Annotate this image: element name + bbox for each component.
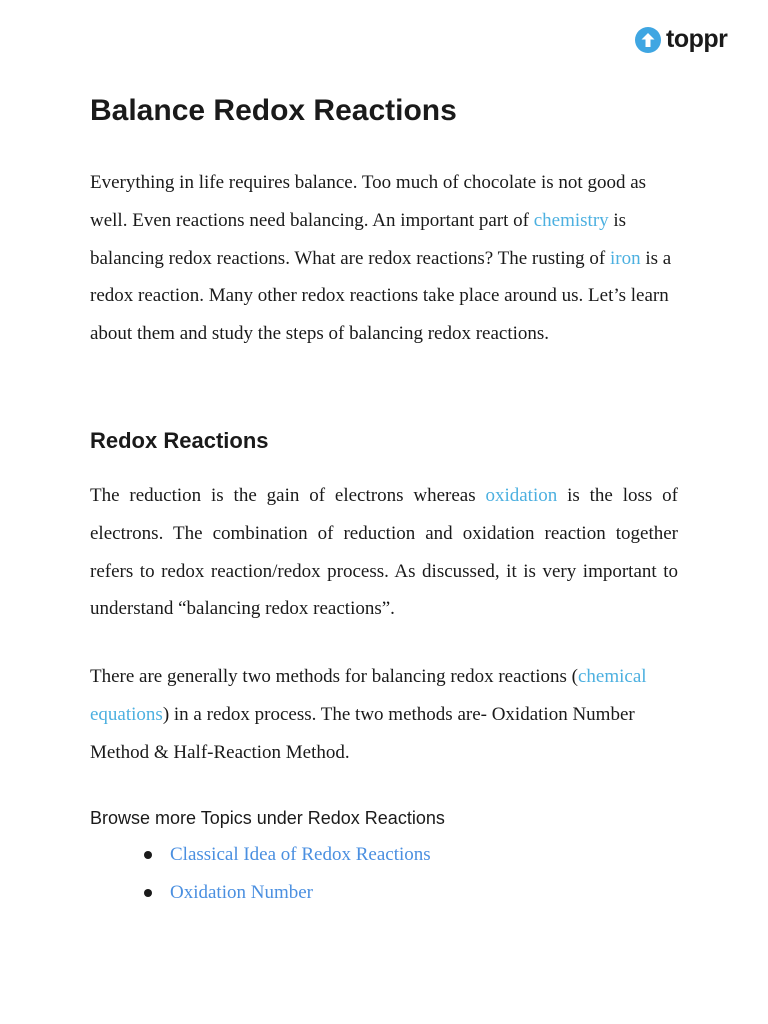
topic-link-classical-idea[interactable]: Classical Idea of Redox Reactions xyxy=(170,844,431,865)
list-item xyxy=(138,874,431,912)
intro-paragraph xyxy=(90,164,678,353)
methods-text-2: ) in a redox process. The two methods are- Oxidation Number Method & Half-Reaction Method. xyxy=(90,703,635,763)
brand-name: toppr xyxy=(666,25,728,53)
chemical-equations-link[interactable]: chemical equations xyxy=(90,666,647,725)
intro-text-1: Everything in life requires balance. Too much of chocolate is not good as well. Even reactions need balancing. An important part of xyxy=(90,172,647,231)
section-heading: Redox Reactions xyxy=(90,428,269,453)
methods-paragraph xyxy=(90,658,678,771)
page-title: Balance Redox Reactions xyxy=(90,94,457,127)
intro-text-3: is a redox reaction. Many other redox reactions take place around us. Let’s learn about them and study the steps of balancing redox reactions. xyxy=(90,247,672,345)
chemistry-link[interactable]: chemistry xyxy=(533,209,609,231)
bullet-icon xyxy=(144,851,152,859)
oxidation-link[interactable]: oxidation xyxy=(485,485,558,506)
redox-text-1: The reduction is the gain of electrons whereas xyxy=(90,485,486,506)
list-item xyxy=(138,836,431,874)
topic-link-oxidation-number[interactable]: Oxidation Number xyxy=(170,882,314,903)
redox-text-2: is the loss of electrons. The combination of reduction and oxidation reaction together refers to redox reaction/redox process. As discussed, it is very important to understand “balancing redox reactions”. xyxy=(90,485,678,620)
methods-text-1: There are generally two methods for balancing redox reactions ( xyxy=(90,666,578,687)
intro-text-2: is balancing redox reactions. What are redox reactions? The rusting of xyxy=(90,209,627,269)
bullet-icon xyxy=(144,889,152,897)
toppr-logo-icon xyxy=(635,27,661,53)
redox-paragraph xyxy=(90,477,678,628)
brand-logo[interactable] xyxy=(635,25,727,54)
topic-list xyxy=(138,836,431,912)
browse-topics-title: Browse more Topics under Redox Reactions xyxy=(90,808,445,828)
iron-link[interactable]: iron xyxy=(610,247,641,269)
